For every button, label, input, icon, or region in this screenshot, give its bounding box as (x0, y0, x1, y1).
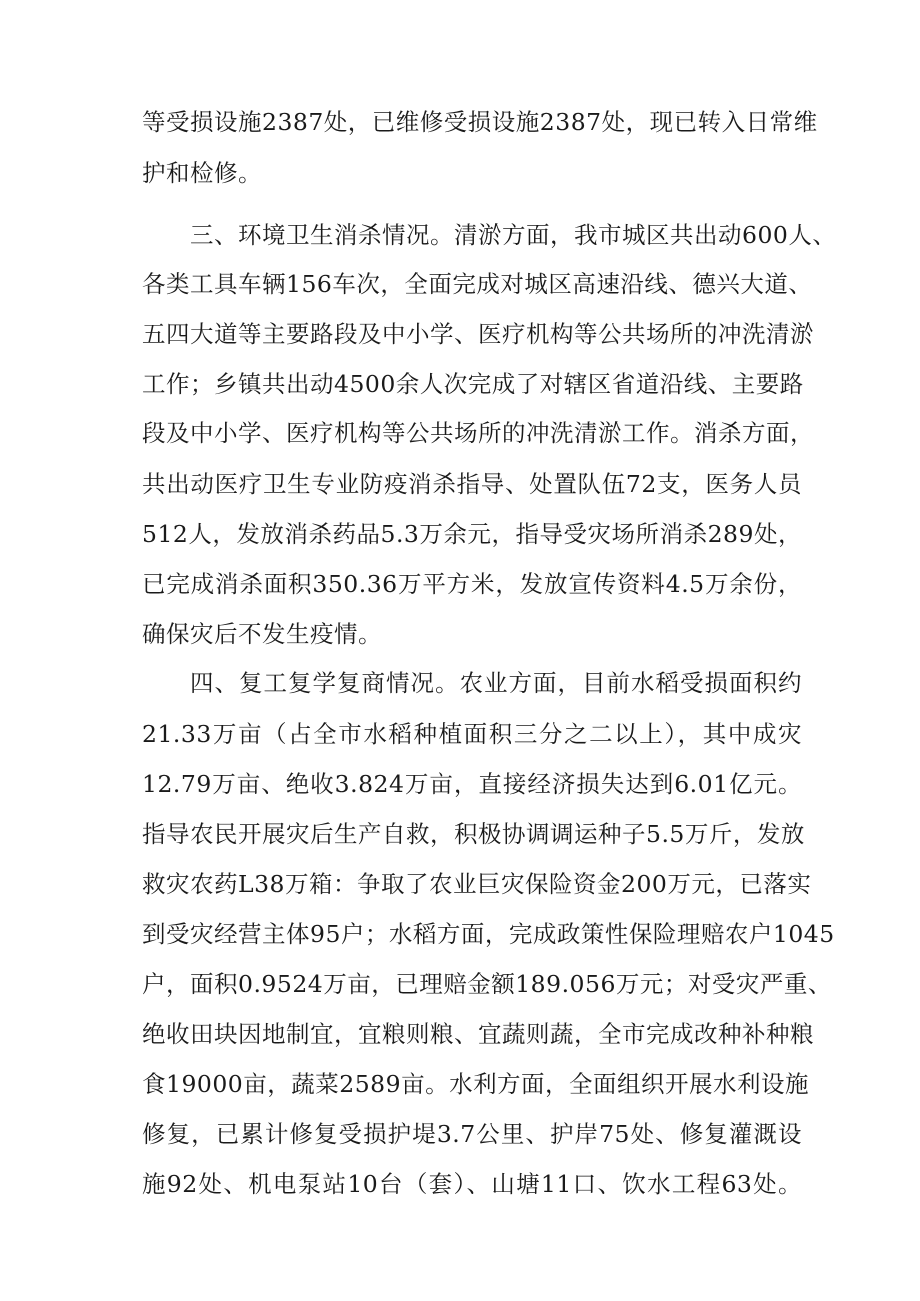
text-line: 确保灾后不发生疫情。 (142, 620, 382, 648)
text-line: 已完成消杀面积350.36万平方米，发放宣传资料4.5万余份， (142, 570, 802, 598)
text-line: 段及中小学、医疗机构等公共场所的冲洗清淤工作。消杀方面， (142, 419, 814, 447)
text-line: 512人，发放消杀药品5.3万余元，指导受灾场所消杀289处， (142, 520, 802, 548)
text-line: 21.33万亩（占全市水稻种植面积三分之二以上），其中成灾 (142, 720, 802, 748)
text-line: 户，面积0.9524万亩，已理赔金额189.056万元；对受灾严重、 (142, 970, 832, 998)
text-line: 修复，已累计修复受损护堤3.7公里、护岸75处、修复灌溉设 (142, 1120, 802, 1148)
text-line: 五四大道等主要路段及中小学、医疗机构等公共场所的冲洗清淤 (142, 320, 814, 348)
text-line: 12.79万亩、绝收3.824万亩，直接经济损失达到6.01亿元。 (142, 770, 802, 798)
text-line: 工作；乡镇共出动4500余人次完成了对辖区省道沿线、主要路 (142, 370, 804, 398)
text-line: 到受灾经营主体95户；水稻方面，完成政策性保险理赔农户1045 (142, 920, 835, 948)
text-line: 指导农民开展灾后生产自救，积极协调调运种子5.5万斤，发放 (142, 820, 805, 848)
text-line: 四、复工复学复商情况。农业方面，目前水稻受损面积约 (190, 669, 802, 697)
text-line: 绝收田块因地制宜，宜粮则粮、宜蔬则蔬，全市完成改种补种粮 (142, 1020, 814, 1048)
text-line: 施92处、机电泵站10台（套）、山塘11口、饮水工程63处。 (142, 1170, 802, 1198)
text-line: 三、环境卫生消杀情况。清淤方面，我市城区共出动600人、 (190, 221, 837, 249)
text-line: 等受损设施2387处，已维修受损设施2387处，现已转入日常维 (142, 108, 818, 136)
text-line: 共出动医疗卫生专业防疫消杀指导、处置队伍72支，医务人员 (142, 470, 802, 498)
text-line: 各类工具车辆156车次，全面完成对城区高速沿线、德兴大道、 (142, 270, 813, 298)
text-line: 救灾农药L38万箱：争取了农业巨灾保险资金200万元，已落实 (142, 870, 812, 898)
text-line: 护和检修。 (142, 159, 262, 187)
text-line: 食19000亩，蔬菜2589亩。水利方面，全面组织开展水利设施 (142, 1070, 810, 1098)
